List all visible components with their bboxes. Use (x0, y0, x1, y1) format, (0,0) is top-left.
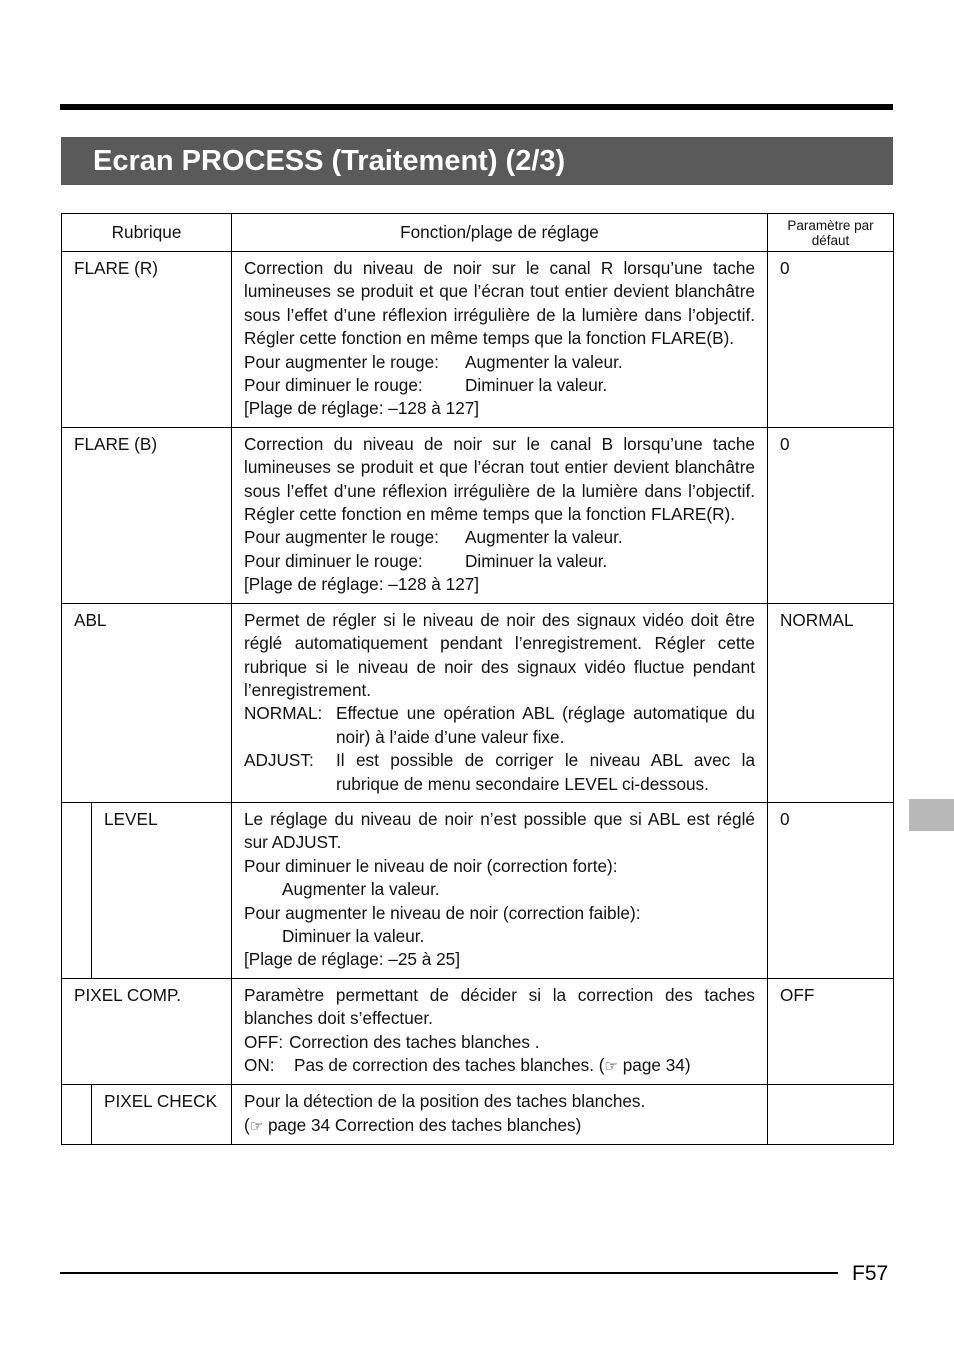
decrease-text: Diminuer la valeur. (465, 550, 608, 571)
item-function (232, 802, 768, 978)
header-default (768, 214, 894, 252)
decrease-label: Pour diminuer le rouge: (244, 550, 423, 571)
option-text: Effectue une opération ABL (réglage automatique du noir) à l’aide d’une valeur fixe. (336, 703, 755, 747)
header-default-line1: Paramètre par (787, 217, 874, 233)
function-description: Permet de régler si le niveau de noir des signaux vidéo doit être réglé automatiquement pendant l’enregistrement. Régler cette rubrique si le niveau de noir des signaux vidéo fluctue pendant l’enregistrement. (244, 609, 755, 700)
option-text-b: page 34) (617, 1055, 691, 1075)
header-default-line2: défaut (811, 232, 850, 248)
header-item: Rubrique (62, 214, 232, 252)
increase-text: Augmenter la valeur. (465, 527, 623, 548)
item-function (232, 1085, 768, 1145)
default-value: NORMAL (768, 603, 894, 802)
top-rule (60, 104, 893, 110)
default-value (768, 1085, 894, 1145)
decrease-line (244, 374, 755, 397)
decrease-label: Pour diminuer le rouge: (244, 375, 423, 396)
increase-label: Pour augmenter le rouge: (244, 351, 439, 372)
ref-text: page 34 Correction des taches blanches) (263, 1114, 582, 1135)
item-function (232, 603, 768, 802)
parameter-table (61, 213, 894, 1145)
function-description: Le réglage du niveau de noir n’est possible que si ABL est réglé sur ADJUST. (244, 808, 755, 853)
option-label: ADJUST: (244, 750, 314, 771)
page-reference (244, 1114, 755, 1138)
setting-range: [Plage de réglage: –128 à 127] (244, 574, 480, 595)
setting-range: [Plage de réglage: –128 à 127] (244, 398, 480, 419)
table-header-row (62, 214, 894, 252)
item-name: PIXEL CHECK (92, 1085, 232, 1145)
section-tab-marker (909, 799, 954, 831)
default-value: 0 (768, 802, 894, 978)
item-name: ABL (62, 603, 232, 802)
default-value: OFF (768, 978, 894, 1085)
option-text (294, 1054, 755, 1078)
option-normal (244, 702, 755, 749)
table-row (62, 427, 894, 603)
ref-open: ( (244, 1114, 250, 1135)
function-description: Correction du niveau de noir sur le canal R lorsqu’une tache lumineuses se produit et que l’écran tout entier devient blanchâtre sous l’effet d’une réflexion irrégulière de la lumière dans l’objectif. Régler cette fonction en même temps que la fonction FLARE(B). (244, 258, 755, 349)
function-description: Correction du niveau de noir sur le canal B lorsqu’une tache lumineuses se produit et que l’écran tout entier devient blanchâtre sous l’effet d’une réflexion irrégulière de la lumière dans l’objectif. Régler cette fonction en même temps que la fonction FLARE(R). (244, 433, 755, 525)
sub-item-indent (62, 802, 92, 978)
increase-line (244, 526, 755, 549)
decrease-line (244, 550, 755, 573)
page-number: F57 (852, 1262, 889, 1285)
decrease-line: Pour diminuer le niveau de noir (correction forte): (244, 855, 618, 876)
bottom-rule (60, 1272, 838, 1274)
item-name: PIXEL COMP. (62, 978, 232, 1085)
page-title: Ecran PROCESS (Traitement) (2/3) (61, 137, 893, 185)
option-off (244, 1031, 755, 1054)
increase-line (244, 351, 755, 374)
item-function (232, 252, 768, 428)
option-text: Il est possible de corriger le niveau ABL avec la rubrique de menu secondaire LEVEL ci-dessous. (336, 750, 755, 794)
decrease-action: Augmenter la valeur. (282, 879, 440, 900)
item-name: LEVEL (92, 802, 232, 978)
table-row (62, 1085, 894, 1145)
item-name: FLARE (R) (62, 252, 232, 428)
table-row (62, 603, 894, 802)
increase-label: Pour augmenter le rouge: (244, 527, 439, 548)
item-function (232, 978, 768, 1085)
option-label: NORMAL: (244, 703, 323, 724)
option-on (244, 1054, 755, 1078)
option-label: ON: (244, 1055, 275, 1075)
table-row (62, 978, 894, 1085)
pointing-hand-icon: ☞ (249, 1117, 264, 1135)
decrease-text: Diminuer la valeur. (465, 375, 608, 396)
item-function (232, 427, 768, 603)
increase-text: Augmenter la valeur. (465, 351, 623, 372)
option-label: OFF: (244, 1031, 284, 1052)
item-name: FLARE (B) (62, 427, 232, 603)
function-description: Pour la détection de la position des taches blanches. (244, 1091, 646, 1112)
default-value: 0 (768, 252, 894, 428)
option-adjust (244, 749, 755, 796)
function-description: Paramètre permettant de décider si la correction des taches blanches doit s’effectuer. (244, 984, 755, 1029)
option-text-a: Pas de correction des taches blanches. ( (294, 1055, 605, 1075)
table-row (62, 802, 894, 978)
table-row (62, 252, 894, 428)
option-text: Correction des taches blanches . (289, 1031, 540, 1052)
increase-line: Pour augmenter le niveau de noir (correction faible): (244, 902, 641, 923)
pointing-hand-icon: ☞ (604, 1058, 618, 1075)
setting-range: [Plage de réglage: –25 à 25] (244, 949, 460, 970)
increase-action: Diminuer la valeur. (282, 925, 425, 946)
default-value: 0 (768, 427, 894, 603)
header-function: Fonction/plage de réglage (232, 214, 768, 252)
sub-item-indent (62, 1085, 92, 1145)
